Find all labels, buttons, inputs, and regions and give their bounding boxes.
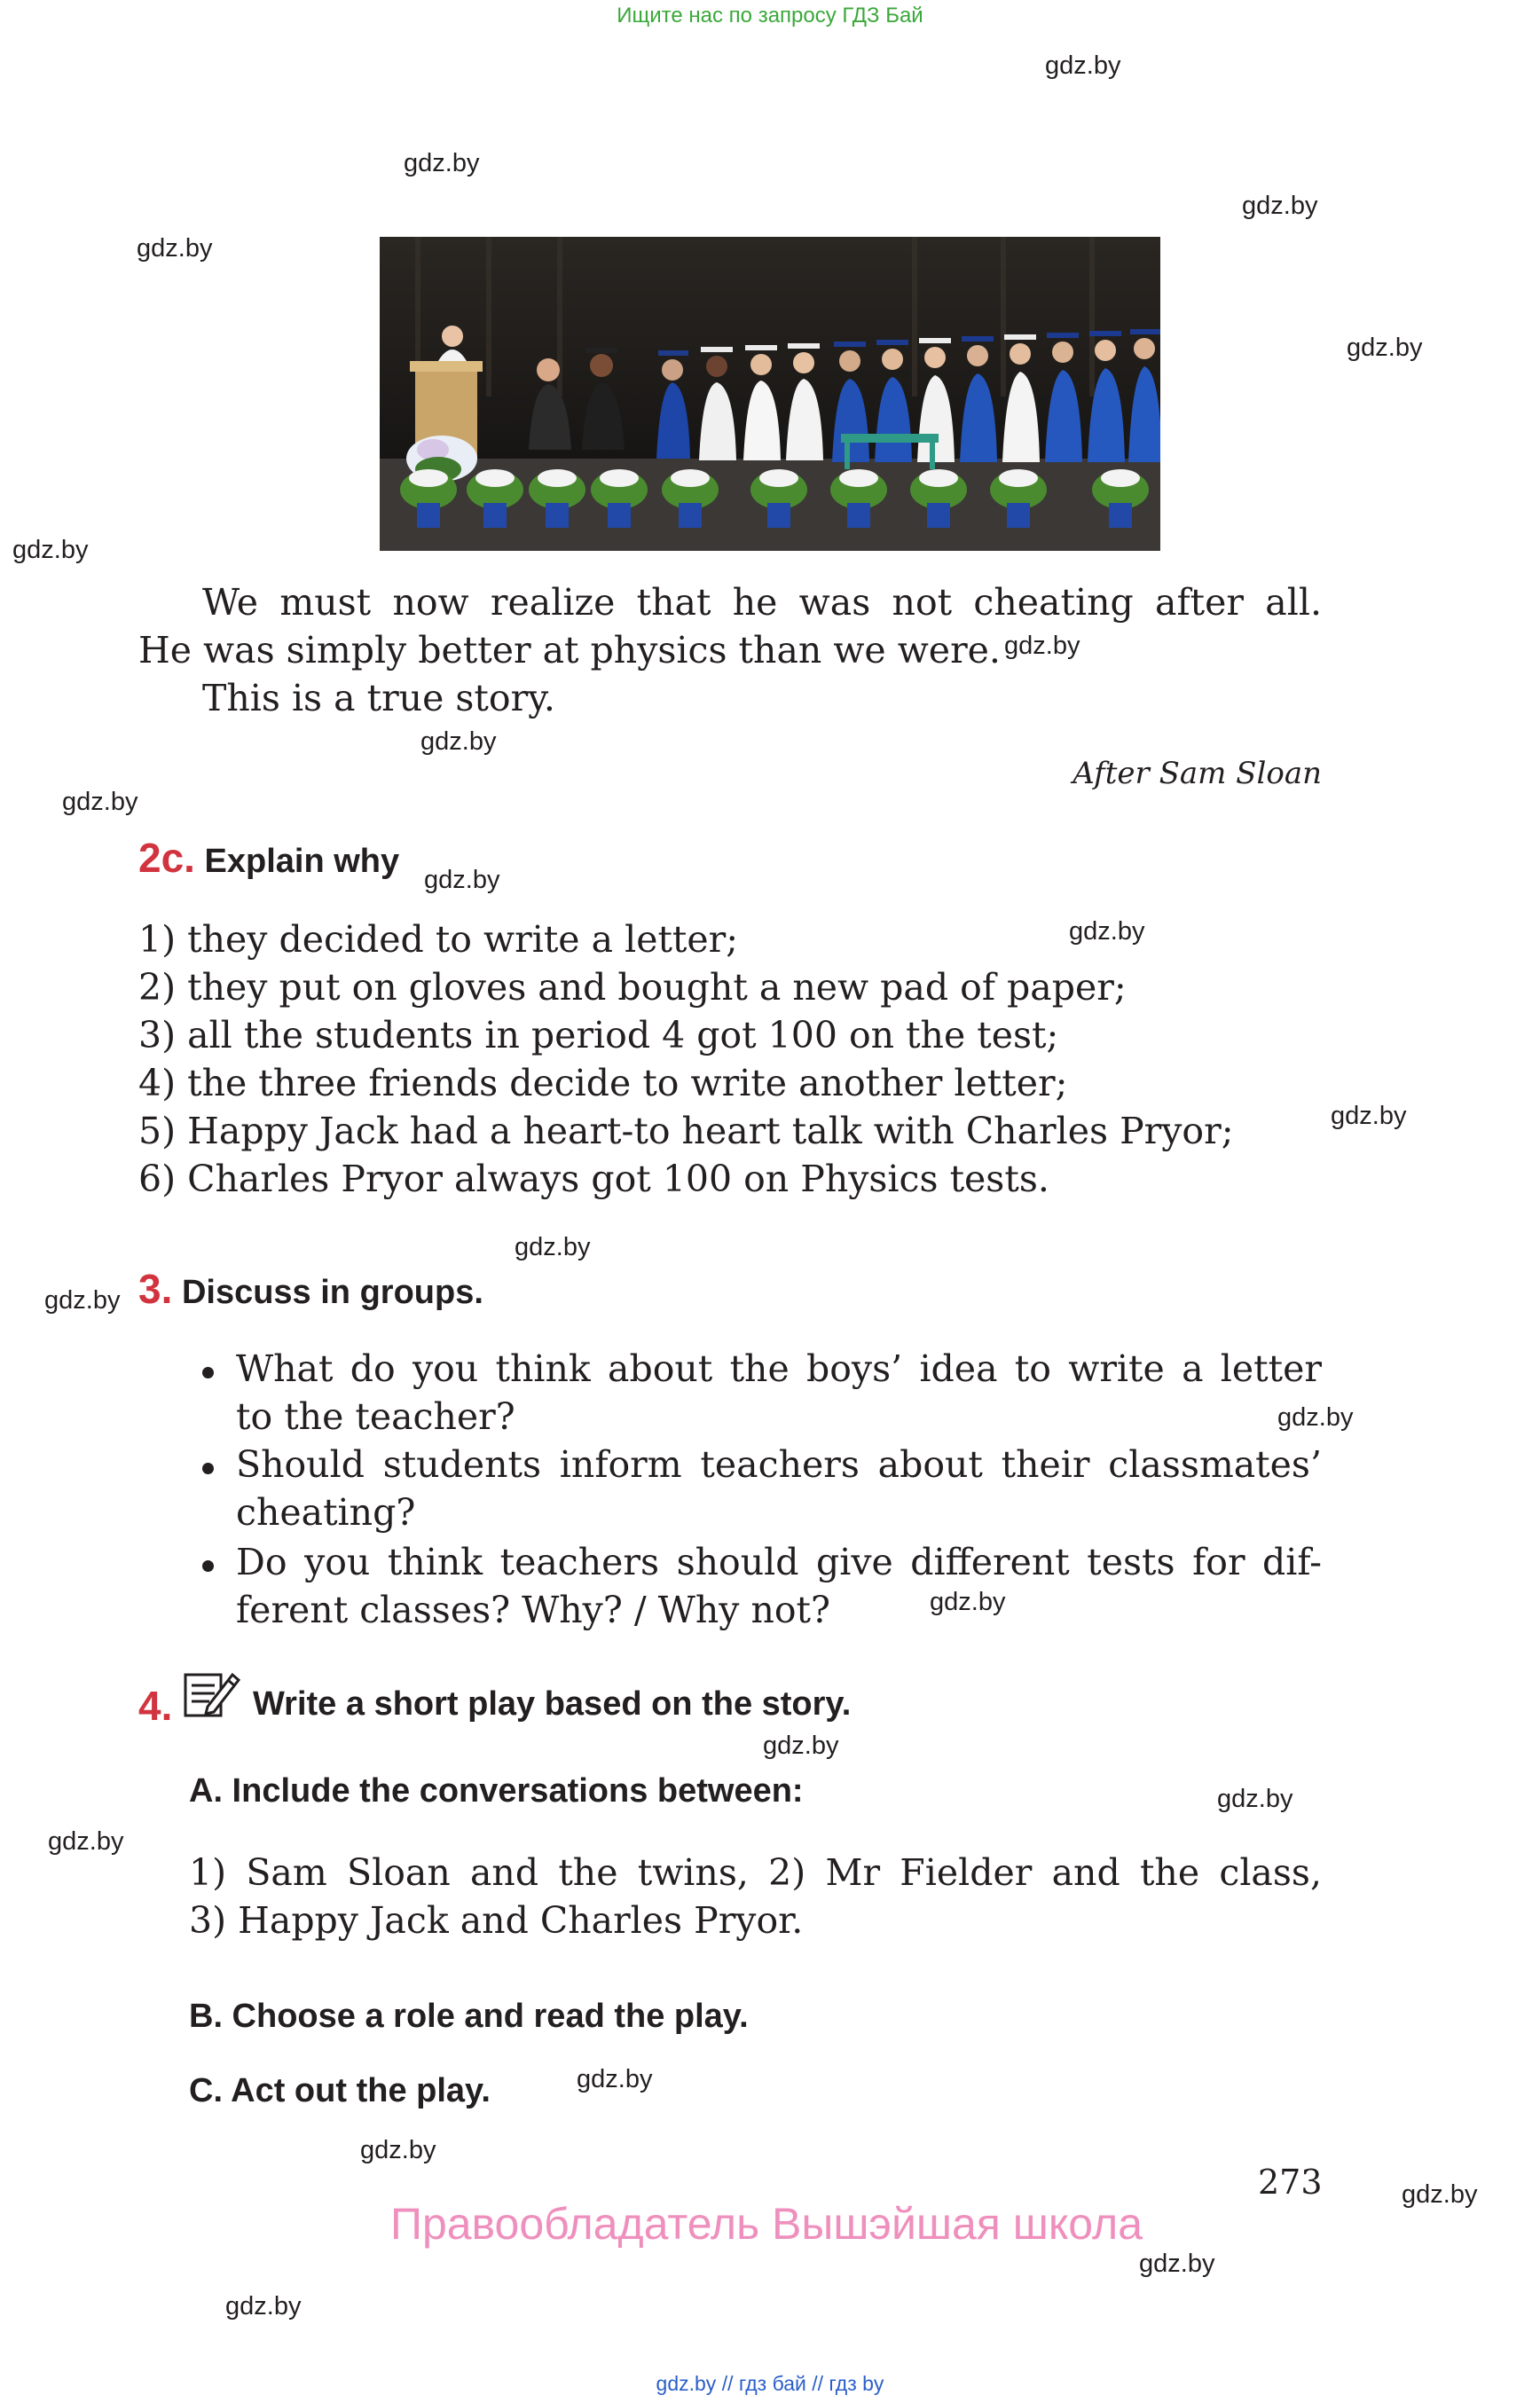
watermark: gdz.by	[1004, 632, 1080, 660]
story-author: After Sam Sloan	[1072, 756, 1322, 791]
watermark: gdz.by	[763, 1732, 839, 1760]
top-banner[interactable]: Ищите нас по запросу ГДЗ Бай	[617, 4, 923, 27]
exercise-4a-line-2: 3) Happy Jack and Charles Pryor.	[189, 1899, 804, 1942]
list-item: 4) the three friends decide to write another letter;	[138, 1062, 1068, 1104]
watermark: gdz.by	[1402, 2180, 1478, 2209]
discussion-question-1-line-2: to the teacher?	[236, 1395, 515, 1438]
story-line-1: We must now realize that he was not cheating after all.	[202, 581, 1322, 624]
bullet-icon	[202, 1367, 214, 1378]
watermark: gdz.by	[137, 234, 213, 263]
bullet-icon	[202, 1560, 214, 1572]
footer-links[interactable]: gdz.by // гдз бай // гдз by	[656, 2372, 884, 2395]
exercise-4a-title: A. Include the conversations between:	[189, 1772, 804, 1810]
story-line-3: This is a true story.	[202, 677, 555, 719]
writing-notebook-icon	[183, 1668, 241, 1719]
discussion-question-3-line-1: Do you think teachers should give different tests for dif-	[236, 1541, 1322, 1583]
watermark: gdz.by	[48, 1827, 124, 1856]
graduation-ceremony-photo	[380, 237, 1160, 551]
list-item: 3) all the students in period 4 got 100 on the test;	[138, 1014, 1059, 1056]
discussion-question-1-line-1: What do you think about the boys’ idea to write a letter	[236, 1347, 1322, 1390]
exercise-4b-title: B. Choose a role and read the play.	[189, 1998, 749, 2035]
watermark: gdz.by	[424, 866, 500, 894]
list-item: 2) they put on gloves and bought a new pad of paper;	[138, 966, 1127, 1009]
exercise-number: 3.	[138, 1266, 173, 1312]
discussion-question-3-line-2: ferent classes? Why? / Why not?	[236, 1589, 830, 1631]
story-line-2: He was simply better at physics than we were.	[138, 629, 1001, 671]
exercise-title: Explain why	[204, 843, 400, 880]
watermark: gdz.by	[1347, 334, 1423, 362]
exercise-number: 4.	[138, 1683, 173, 1729]
list-item: 6) Charles Pryor always got 100 on Physics tests.	[138, 1158, 1049, 1200]
watermark: gdz.by	[577, 2065, 653, 2093]
watermark: gdz.by	[62, 788, 138, 816]
watermark: gdz.by	[930, 1588, 1006, 1616]
discussion-question-2-line-1: Should students inform teachers about their classmates’	[236, 1443, 1322, 1486]
list-item: 1) they decided to write a letter;	[138, 918, 739, 961]
exercise-3-heading	[138, 1265, 483, 1313]
page-number: 273	[1258, 2163, 1323, 2202]
bullet-icon	[202, 1463, 214, 1474]
watermark: gdz.by	[1045, 51, 1121, 80]
exercise-4c-title: C. Act out the play.	[189, 2072, 491, 2109]
watermark: gdz.by	[360, 2136, 436, 2164]
exercise-4-title: Write a short play based on the story.	[253, 1685, 852, 1723]
discussion-question-2-line-2: cheating?	[236, 1491, 416, 1534]
copyright-notice: Правообладатель Вышэйшая школа	[390, 2199, 1143, 2249]
watermark: gdz.by	[12, 536, 89, 564]
watermark: gdz.by	[1217, 1785, 1293, 1813]
list-item: 5) Happy Jack had a heart-to heart talk with Charles Pryor;	[138, 1110, 1234, 1152]
exercise-4-heading	[138, 1682, 172, 1730]
watermark: gdz.by	[1242, 192, 1318, 220]
watermark: gdz.by	[404, 149, 480, 177]
exercise-2c-heading	[138, 834, 399, 882]
watermark: gdz.by	[1331, 1102, 1407, 1130]
exercise-number: 2c.	[138, 835, 195, 881]
watermark: gdz.by	[420, 727, 497, 756]
exercise-4a-line-1: 1) Sam Sloan and the twins, 2) Mr Fielder and the class,	[189, 1851, 1322, 1894]
watermark: gdz.by	[44, 1286, 121, 1315]
exercise-title: Discuss in groups.	[181, 1274, 483, 1311]
watermark: gdz.by	[1069, 917, 1145, 946]
watermark: gdz.by	[1277, 1403, 1354, 1432]
watermark: gdz.by	[1139, 2250, 1215, 2278]
watermark: gdz.by	[515, 1233, 591, 1261]
watermark: gdz.by	[225, 2292, 302, 2321]
